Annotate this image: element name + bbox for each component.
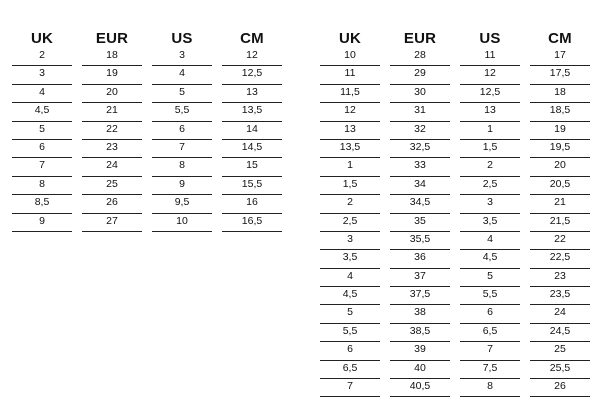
size-cell: 22 <box>530 232 590 250</box>
size-cell: 6 <box>12 140 72 158</box>
size-cell: 11 <box>460 48 520 66</box>
column-header: UK <box>30 30 54 47</box>
size-cell: 8 <box>12 177 72 195</box>
size-cell: 2 <box>460 158 520 176</box>
column-cm <box>222 30 282 232</box>
size-cell: 34,5 <box>390 195 450 213</box>
size-cell: 22 <box>82 122 142 140</box>
size-cell: 10 <box>320 48 380 66</box>
size-cell: 8 <box>152 158 212 176</box>
size-cell: 6 <box>320 342 380 360</box>
size-cell: 2 <box>320 195 380 213</box>
column-eur <box>82 30 142 232</box>
size-cell: 17 <box>530 48 590 66</box>
size-cell: 35,5 <box>390 232 450 250</box>
size-cell: 8 <box>460 379 520 397</box>
size-cell: 18 <box>82 48 142 66</box>
size-cell: 5 <box>152 85 212 103</box>
size-cell: 15 <box>222 158 282 176</box>
column-header: UK <box>338 30 362 47</box>
size-cell: 9,5 <box>152 195 212 213</box>
size-cell: 5 <box>12 122 72 140</box>
size-cell: 5 <box>320 305 380 323</box>
size-cell: 25,5 <box>530 361 590 379</box>
column-cm <box>530 30 590 397</box>
column-header: EUR <box>403 30 437 47</box>
size-cell: 24 <box>530 305 590 323</box>
column-eur <box>390 30 450 397</box>
size-cell: 5 <box>460 269 520 287</box>
column-header: CM <box>240 30 264 47</box>
size-cell: 16 <box>222 195 282 213</box>
size-cell: 5,5 <box>460 287 520 305</box>
size-cell: 13 <box>460 103 520 121</box>
size-cell: 40 <box>390 361 450 379</box>
size-cell: 4 <box>320 269 380 287</box>
size-cell: 26 <box>530 379 590 397</box>
size-cell: 24 <box>82 158 142 176</box>
size-cell: 9 <box>12 214 72 232</box>
size-cell: 15,5 <box>222 177 282 195</box>
size-cell: 4,5 <box>460 250 520 268</box>
size-cell: 32,5 <box>390 140 450 158</box>
size-cell: 6 <box>152 122 212 140</box>
size-cell: 2 <box>12 48 72 66</box>
size-cell: 16,5 <box>222 214 282 232</box>
size-cell: 37 <box>390 269 450 287</box>
column-uk <box>12 30 72 232</box>
size-cell: 13,5 <box>222 103 282 121</box>
size-cell: 3,5 <box>460 214 520 232</box>
size-cell: 35 <box>390 214 450 232</box>
size-cell: 12 <box>320 103 380 121</box>
size-cell: 10 <box>152 214 212 232</box>
size-cell: 1,5 <box>320 177 380 195</box>
size-cell: 29 <box>390 66 450 84</box>
size-cell: 17,5 <box>530 66 590 84</box>
size-cell: 14 <box>222 122 282 140</box>
size-cell: 7 <box>320 379 380 397</box>
size-cell: 8,5 <box>12 195 72 213</box>
size-cell: 6,5 <box>460 324 520 342</box>
column-uk <box>320 30 380 397</box>
size-cell: 13 <box>320 122 380 140</box>
size-cell: 3,5 <box>320 250 380 268</box>
size-cell: 12 <box>222 48 282 66</box>
size-cell: 13 <box>222 85 282 103</box>
size-cell: 28 <box>390 48 450 66</box>
size-cell: 39 <box>390 342 450 360</box>
size-cell: 30 <box>390 85 450 103</box>
size-cell: 7,5 <box>460 361 520 379</box>
size-cell: 1 <box>320 158 380 176</box>
size-cell: 37,5 <box>390 287 450 305</box>
size-cell: 5,5 <box>320 324 380 342</box>
size-cell: 12,5 <box>222 66 282 84</box>
size-cell: 40,5 <box>390 379 450 397</box>
size-cell: 11 <box>320 66 380 84</box>
size-cell: 5,5 <box>152 103 212 121</box>
column-header: CM <box>548 30 572 47</box>
size-cell: 12 <box>460 66 520 84</box>
size-cell: 3 <box>320 232 380 250</box>
size-cell: 18 <box>530 85 590 103</box>
size-cell: 3 <box>460 195 520 213</box>
size-cell: 23,5 <box>530 287 590 305</box>
size-cell: 4 <box>460 232 520 250</box>
size-cell: 12,5 <box>460 85 520 103</box>
size-cell: 6,5 <box>320 361 380 379</box>
size-cell: 23 <box>530 269 590 287</box>
size-cell: 22,5 <box>530 250 590 268</box>
size-cell: 25 <box>82 177 142 195</box>
size-cell: 1 <box>460 122 520 140</box>
size-cell: 27 <box>82 214 142 232</box>
size-cell: 24,5 <box>530 324 590 342</box>
size-cell: 11,5 <box>320 85 380 103</box>
size-cell: 18,5 <box>530 103 590 121</box>
size-cell: 32 <box>390 122 450 140</box>
size-cell: 2,5 <box>460 177 520 195</box>
column-us <box>152 30 212 232</box>
size-cell: 4 <box>12 85 72 103</box>
column-us <box>460 30 520 397</box>
size-cell: 7 <box>460 342 520 360</box>
size-cell: 38,5 <box>390 324 450 342</box>
size-cell: 23 <box>82 140 142 158</box>
size-cell: 19 <box>82 66 142 84</box>
size-cell: 21 <box>530 195 590 213</box>
size-cell: 36 <box>390 250 450 268</box>
size-cell: 3 <box>152 48 212 66</box>
size-cell: 3 <box>12 66 72 84</box>
size-cell: 34 <box>390 177 450 195</box>
size-cell: 31 <box>390 103 450 121</box>
size-cell: 20,5 <box>530 177 590 195</box>
size-cell: 33 <box>390 158 450 176</box>
column-header: US <box>479 30 501 47</box>
size-cell: 19 <box>530 122 590 140</box>
column-header: EUR <box>95 30 129 47</box>
size-cell: 13,5 <box>320 140 380 158</box>
size-cell: 4 <box>152 66 212 84</box>
size-cell: 26 <box>82 195 142 213</box>
size-cell: 14,5 <box>222 140 282 158</box>
size-cell: 2,5 <box>320 214 380 232</box>
size-cell: 25 <box>530 342 590 360</box>
size-cell: 38 <box>390 305 450 323</box>
size-cell: 4,5 <box>12 103 72 121</box>
size-cell: 21 <box>82 103 142 121</box>
column-header: US <box>171 30 193 47</box>
size-cell: 20 <box>82 85 142 103</box>
size-cell: 7 <box>152 140 212 158</box>
size-cell: 7 <box>12 158 72 176</box>
size-cell: 1,5 <box>460 140 520 158</box>
size-cell: 20 <box>530 158 590 176</box>
size-cell: 9 <box>152 177 212 195</box>
size-cell: 19,5 <box>530 140 590 158</box>
size-cell: 4,5 <box>320 287 380 305</box>
size-cell: 6 <box>460 305 520 323</box>
size-cell: 21,5 <box>530 214 590 232</box>
